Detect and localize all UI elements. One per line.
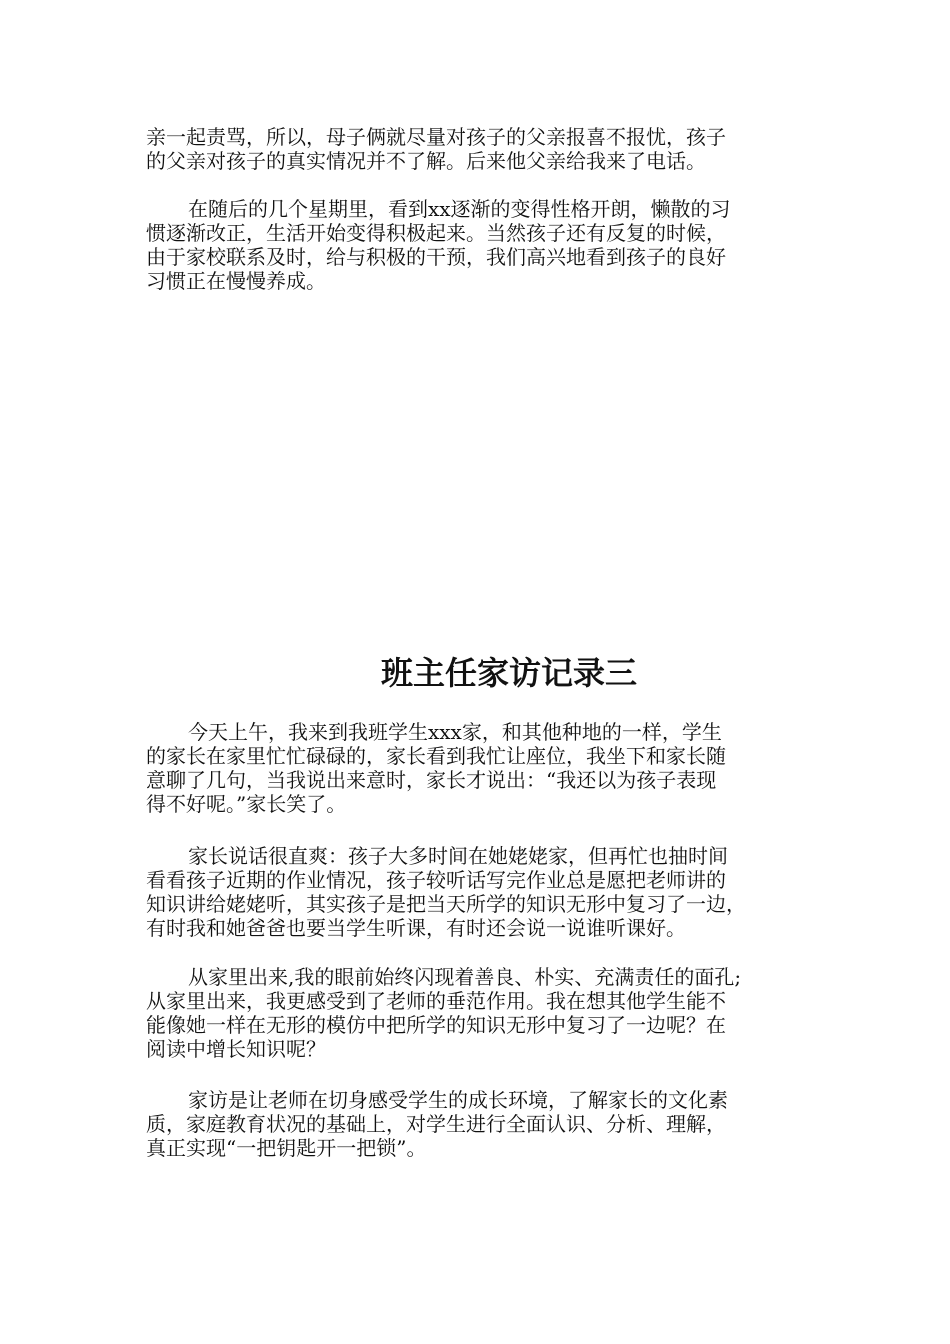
- section-title: 班主任家访记录三: [380, 654, 637, 692]
- paragraph-line: 有时我和她爸爸也要当学生听课，有时还会说一说谁听课好。: [146, 916, 686, 940]
- paragraph-1: [146, 125, 806, 173]
- paragraph-5: [146, 965, 806, 1061]
- paragraph-line: 真正实现“一把钥匙开一把锁”。: [146, 1136, 427, 1160]
- paragraph-line: 习惯正在慢慢养成。: [146, 269, 326, 293]
- paragraph-line: 能像她一样在无形的模仿中把所学的知识无形中复习了一边呢？在: [146, 1013, 726, 1037]
- paragraph-line: 亲一起责骂，所以，母子俩就尽量对孩子的父亲报喜不报忧，孩子: [146, 125, 726, 149]
- paragraph-line: 家长说话很直爽：孩子大多时间在她姥姥家，但再忙也抽时间: [188, 844, 728, 868]
- paragraph-line: 知识讲给姥姥听，其实孩子是把当天所学的知识无形中复习了一边，: [146, 892, 746, 916]
- paragraph-line: 在随后的几个星期里，看到xx逐渐的变得性格开朗，懒散的习: [188, 197, 731, 221]
- paragraph-line: 得不好呢。”家长笑了。: [146, 792, 347, 816]
- paragraph-line: 质，家庭教育状况的基础上，对学生进行全面认识、分析、理解，: [146, 1112, 726, 1136]
- paragraph-line: 从家里出来,我的眼前始终闪现着善良、朴实、充满责任的面孔;: [188, 965, 742, 989]
- paragraph-4: [146, 844, 806, 940]
- paragraph-line: 阅读中增长知识呢？: [146, 1037, 326, 1061]
- paragraph-line: 惯逐渐改正，生活开始变得积极起来。当然孩子还有反复的时候，: [146, 221, 726, 245]
- paragraph-line: 的家长在家里忙忙碌碌的，家长看到我忙让座位，我坐下和家长随: [146, 744, 726, 768]
- paragraph-3: [146, 720, 806, 816]
- paragraph-line: 从家里出来，我更感受到了老师的垂范作用。我在想其他学生能不: [146, 989, 726, 1013]
- paragraph-line: 由于家校联系及时，给与积极的干预，我们高兴地看到孩子的良好: [146, 245, 726, 269]
- paragraph-line: 家访是让老师在切身感受学生的成长环境，了解家长的文化素: [188, 1088, 728, 1112]
- paragraph-line: 今天上午，我来到我班学生xxx家，和其他种地的一样，学生: [188, 720, 722, 744]
- paragraph-line: 的父亲对孩子的真实情况并不了解。后来他父亲给我来了电话。: [146, 149, 706, 173]
- paragraph-6: [146, 1088, 806, 1160]
- paragraph-line: 看看孩子近期的作业情况，孩子较听话写完作业总是愿把老师讲的: [146, 868, 726, 892]
- paragraph-line: 意聊了几句，当我说出来意时，家长才说出：“我还以为孩子表现: [146, 768, 717, 792]
- paragraph-2: [146, 197, 806, 293]
